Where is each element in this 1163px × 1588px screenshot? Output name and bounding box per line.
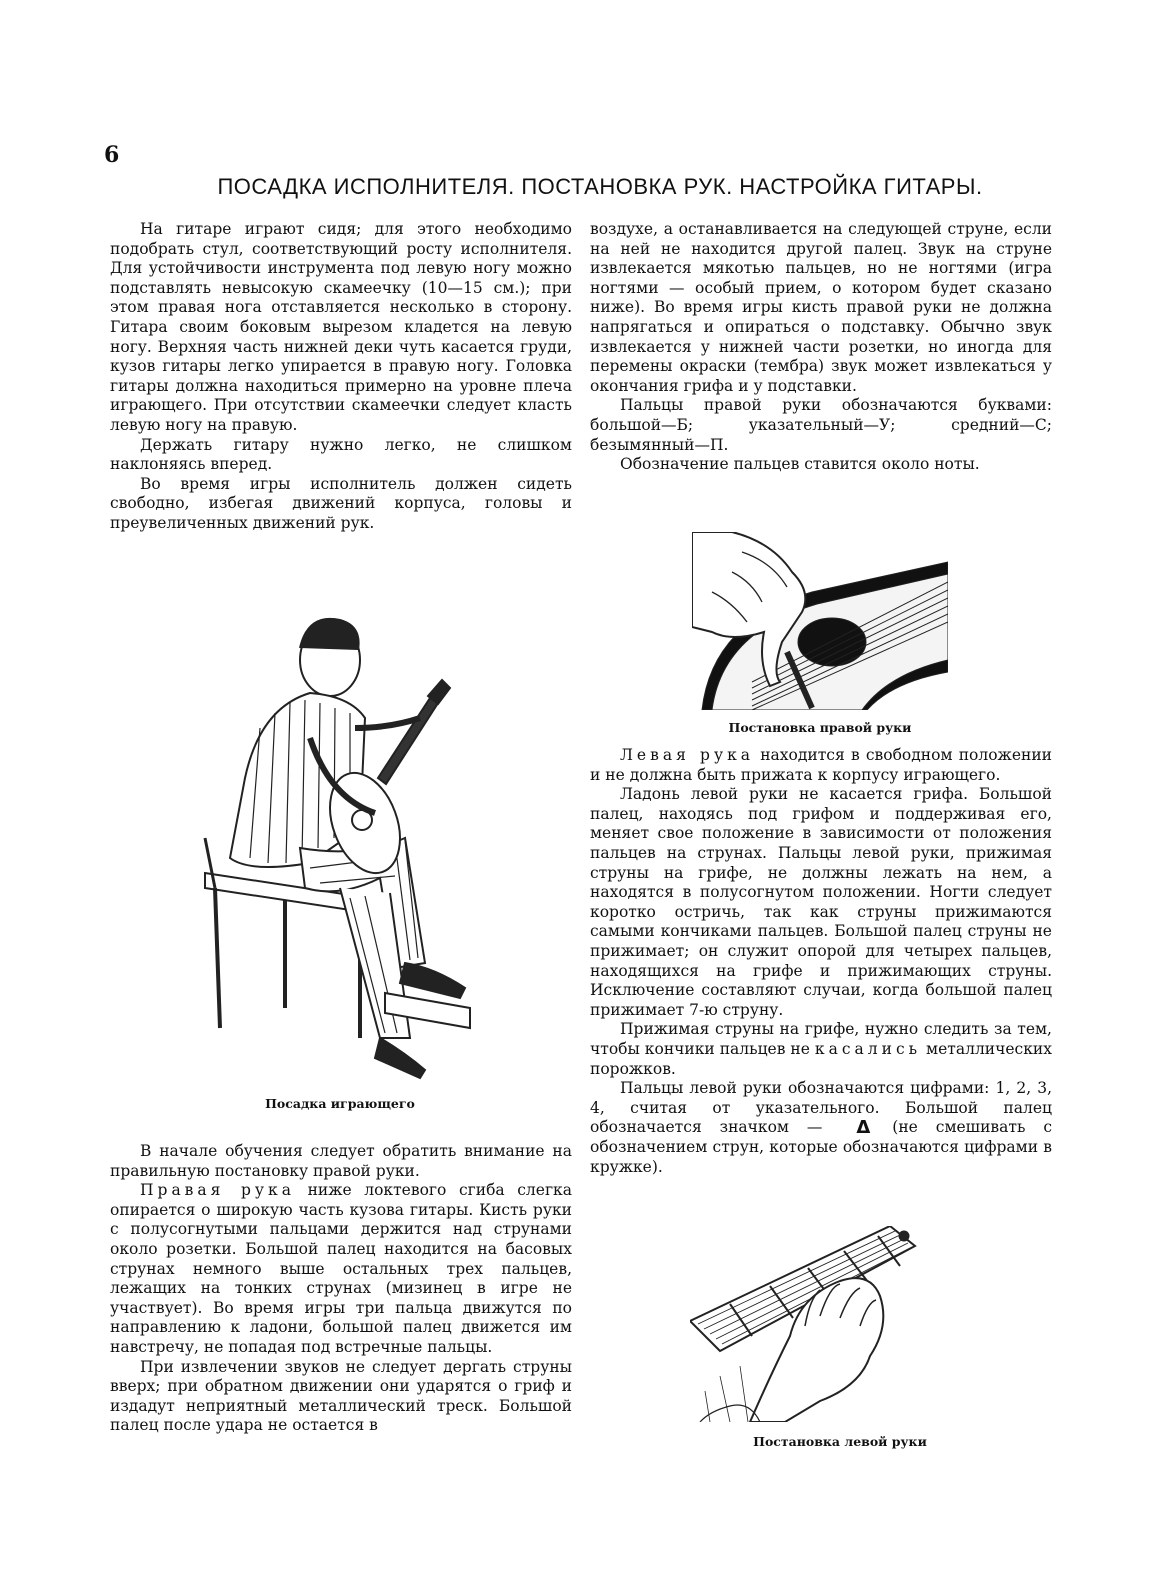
page-title: ПОСАДКА ИСПОЛНИТЕЛЯ. ПОСТАНОВКА РУК. НАСТРОЙКА ГИТАРЫ.	[217, 174, 983, 199]
left-column-top	[110, 220, 572, 534]
paragraph	[110, 1181, 572, 1357]
page-number: 6	[104, 142, 120, 168]
caption-right-hand: Постановка правой руки	[728, 720, 912, 735]
caption-left-hand: Постановка левой руки	[753, 1434, 927, 1449]
paragraph: Держать гитару нужно легко, не слишком наклоняясь вперед.	[110, 435, 572, 474]
paragraph: На гитаре играют сидя; для этого необходимо подобрать стул, соответствующий росту исполнителя. Для устойчивости инструмента под левую ногу можно подставлять невысокую скамеечку (10—15 см.); при этом правая нога отставляется несколько в сторону. Гитара своим боковым вырезом кладется на левую ногу. Верхняя часть нижней деки чуть касается груди, кузов гитары легко упирается в правую ногу. Головка гитары должна находиться примерно на уровне плеча играющего. При отсутствии скамеечки следует класть левую ногу на правую.	[110, 220, 572, 434]
right-hand-drawing	[692, 532, 948, 710]
thumb-symbol: Δ	[856, 1117, 871, 1139]
left-hand-drawing	[690, 1226, 920, 1422]
paragraph-text: находится в свободном положении и не должна быть прижата к корпусу играющего.	[590, 746, 1052, 784]
paragraph-text: Пальцы левой руки обозначаются цифрами: 1, 2, 3, 4, считая от указательного. Большой палец обозначается значком —	[590, 1079, 1052, 1137]
paragraph	[590, 1079, 1052, 1177]
paragraph-text: Прижимая струны на грифе, нужно следить за тем, чтобы кончики пальцев не	[590, 1020, 1052, 1058]
paragraph: При извлечении звуков не следует дергать струны вверх; при обратном движении они ударятся о гриф и издадут неприятный металлический треск. Большой палец после удара не остается в	[110, 1357, 572, 1435]
caption-seated: Посадка играющего	[265, 1096, 415, 1111]
emphasis-right-hand: Правая рука	[140, 1181, 295, 1200]
right-column-middle	[590, 746, 1052, 1177]
paragraph	[590, 746, 1052, 785]
left-column-bottom	[110, 1142, 572, 1436]
seated-player-drawing	[190, 608, 490, 1088]
paragraph: В начале обучения следует обратить внимание на правильную постановку правой руки.	[110, 1142, 572, 1180]
right-column-top	[590, 220, 1052, 475]
paragraph	[590, 1020, 1052, 1079]
left-hand-illustration	[690, 1226, 920, 1422]
emphasis-left-hand: Левая рука	[620, 746, 755, 764]
paragraph: Обозначение пальцев ставится около ноты.	[620, 455, 980, 474]
paragraph: Ладонь левой руки не касается грифа. Большой палец, находясь под грифом и поддерживая его, меняет свое положение в зависимости от положения пальцев на струнах. Пальцы левой руки, прижимая струны на грифе, не должны лежать на нем, а находятся в полусогнутом положении. Ногти следует коротко остричь, так как струны прижимаются самыми кончиками пальцев. Большой палец струны не прижимает; он служит опорой для четырех пальцев, находящихся на грифе и прижимающих струны. Исключение составляют случаи, когда большой палец прижимает 7-ю струну.	[590, 785, 1052, 1019]
paragraph: воздухе, а останавливается на следующей струне, если на ней не находится другой палец. Звук на струне извлекается мякотью пальцев, но не ногтями (игра ногтями — особый прием, о котором будет сказано ниже). Во время игры кисть правой руки не должна напрягаться и опираться о подставку. Обычно звук извлекается у нижней части розетки, но иногда для перемены окраски (тембра) звук может извлекаться у окончания грифа и у подставки.	[590, 220, 1052, 395]
paragraph: Во время игры исполнитель должен сидеть свободно, избегая движений корпуса, головы и преувеличенных движений рук.	[110, 474, 572, 532]
paragraph-text: ниже локтевого сгиба слегка опирается о широкую часть кузова гитары. Кисть руки с полусогнутыми пальцами держится над струнами около розетки. Большой палец находится на басовых струнах немного выше остальных трех пальцев, лежащих на тонких струнах (мизинец в игре не участвует). Во время игры три пальца движутся по направлению к ладони, большой палец движется им навстречу, не попадая под встречные пальцы.	[110, 1181, 572, 1356]
seated-player-illustration	[190, 608, 490, 1088]
emphasis-touch: касались	[814, 1039, 922, 1058]
paragraph: Пальцы правой руки обозначаются буквами: большой—Б; указательный—У; средний—С; безымянный—П.	[590, 396, 1052, 454]
right-hand-illustration	[692, 532, 948, 710]
paragraph-text: металлических порожков.	[590, 1039, 1052, 1078]
paragraph-text: (не смешивать с обозначением струн, которые обозначаются цифрами в кружке).	[590, 1118, 1052, 1176]
